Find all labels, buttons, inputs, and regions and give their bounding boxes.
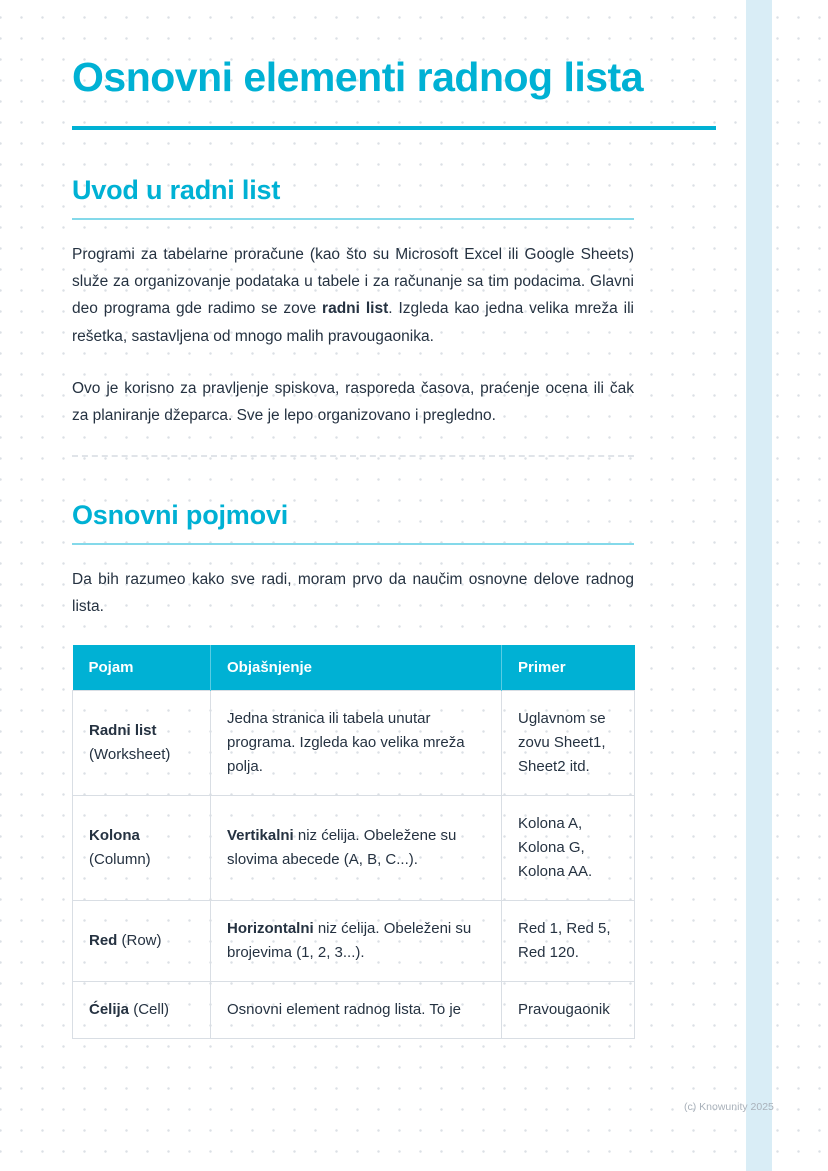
desc-text: niz ćelija. Obeležene su slovima abecede (A, B, C...). xyxy=(227,827,457,869)
desc-cell xyxy=(211,796,502,901)
primer-cell: Pravougaonik xyxy=(502,982,635,1039)
heading-underline-uvod xyxy=(72,218,634,220)
intro-paragraph-2: Ovo je korisno za pravljenje spiskova, rasporeda časova, praćenje ocena ili čak za planiranje džeparca. Sve je lepo organizovano i pregledno. xyxy=(72,380,634,425)
heading-underline-pojmovi xyxy=(72,543,634,545)
table-row xyxy=(73,982,635,1039)
term-cell xyxy=(73,982,211,1039)
section-divider xyxy=(72,455,634,457)
desc-bold: Horizontalni xyxy=(227,920,314,938)
primer-cell: Uglavnom se zovu Sheet1, Sheet2 itd. xyxy=(502,691,635,796)
intro-p1-pre: Programi za tabelarne proračune (kao što su Microsoft Excel ili Google Sheets) služe za organizovanje podataka u tabele i za računanje sa tim podacima. Glavni deo programa gde radimo se zove xyxy=(72,245,634,318)
term-bold: Radni list xyxy=(89,722,157,740)
col-header-objasnjenje: Objašnjenje xyxy=(211,645,502,691)
content-column xyxy=(72,54,644,1039)
title-divider xyxy=(72,126,716,130)
term-cell xyxy=(73,691,211,796)
section-uvod xyxy=(72,174,634,430)
term-plain: (Row) xyxy=(121,932,162,950)
table-row xyxy=(73,901,635,982)
term-cell xyxy=(73,901,211,982)
desc-text: niz ćelija. Obeleženi su brojevima (1, 2, 3...). xyxy=(227,920,472,962)
term-plain: (Worksheet) xyxy=(89,746,171,764)
intro-p1-post: . Izgleda kao jedna velika mreža ili rešetka, sastavljena od mnogo malih pravougaonika. xyxy=(72,300,634,345)
term-bold: Red xyxy=(89,932,118,950)
desc-cell xyxy=(211,901,502,982)
table-row xyxy=(73,691,635,796)
term-plain: (Cell) xyxy=(133,1001,170,1019)
desc-bold: Vertikalni xyxy=(227,827,294,845)
term-bold: Kolona xyxy=(89,827,140,845)
primer-cell: Kolona A, Kolona G, Kolona AA. xyxy=(502,796,635,901)
desc-text: Jedna stranica ili tabela unutar programa. Izgleda kao velika mreža polja. xyxy=(227,710,465,776)
copyright-footer: (c) Knowunity 2025 xyxy=(684,1101,774,1113)
term-bold: Ćelija xyxy=(89,1001,130,1019)
col-header-pojam: Pojam xyxy=(73,645,211,691)
section-heading-pojmovi: Osnovni pojmovi xyxy=(72,499,289,530)
section-heading-uvod: Uvod u radni list xyxy=(72,174,281,205)
section-pojmovi xyxy=(72,499,634,1040)
table-header-row xyxy=(73,645,635,691)
desc-cell xyxy=(211,982,502,1039)
concepts-table xyxy=(72,645,635,1039)
pojmovi-paragraph: Da bih razumeo kako sve radi, moram prvo da naučim osnovne delove radnog lista. xyxy=(72,570,634,616)
page-title: Osnovni elementi radnog lista xyxy=(72,54,644,100)
right-margin-stripe xyxy=(746,0,772,1171)
desc-cell xyxy=(211,691,502,796)
term-plain: (Column) xyxy=(89,851,151,869)
col-header-primer: Primer xyxy=(502,645,635,691)
intro-paragraph-1 xyxy=(72,241,634,350)
desc-text: Osnovni element radnog lista. To je xyxy=(227,1001,462,1019)
intro-p1-bold-term: radni list xyxy=(322,300,389,318)
term-cell xyxy=(73,796,211,901)
primer-cell: Red 1, Red 5, Red 120. xyxy=(502,901,635,982)
table-row xyxy=(73,796,635,901)
